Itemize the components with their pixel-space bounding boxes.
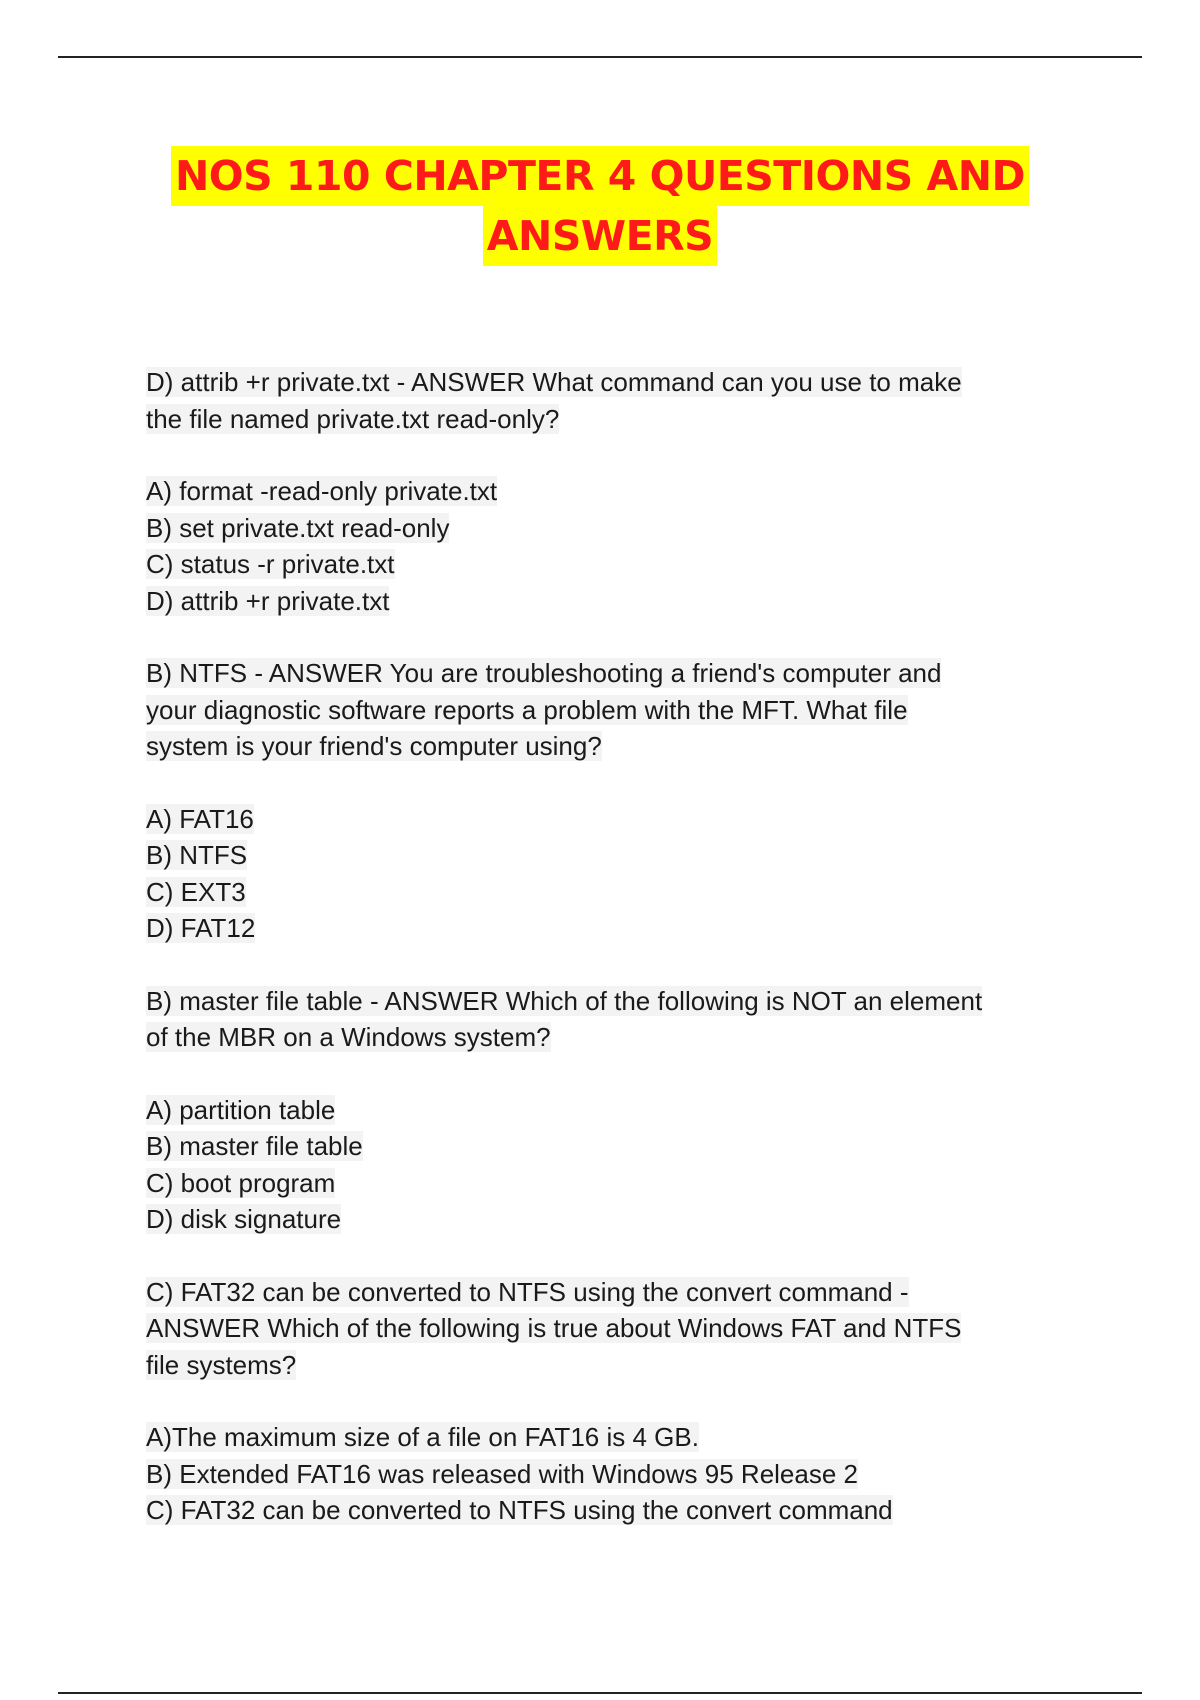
- option-line: B) set private.txt read-only: [146, 512, 450, 543]
- options-question-2: [146, 801, 1066, 947]
- options-question-4: [146, 1419, 1066, 1529]
- option-line: A) format -read-only private.txt: [146, 476, 498, 506]
- option-line: A) FAT16: [146, 803, 254, 834]
- option-line: C) boot program: [146, 1167, 336, 1198]
- document-body: [146, 364, 1066, 1565]
- text-line: B) master file table - ANSWER Which of the following is NOT an element: [146, 985, 983, 1016]
- text-line: B) NTFS - ANSWER You are troubleshooting a friend's computer and: [146, 658, 942, 688]
- options-question-3: [146, 1092, 1066, 1238]
- title-line-1: NOS 110 CHAPTER 4 QUESTIONS AND: [171, 146, 1029, 206]
- text-line: your diagnostic software reports a problem with the MFT. What file: [146, 694, 908, 725]
- text-line: of the MBR on a Windows system?: [146, 1022, 551, 1052]
- title-line-2: ANSWERS: [483, 206, 717, 266]
- text-line: the file named private.txt read-only?: [146, 403, 560, 434]
- option-line: A)The maximum size of a file on FAT16 is 4 GB.: [146, 1422, 699, 1452]
- text-line: C) FAT32 can be converted to NTFS using the convert command -: [146, 1276, 909, 1307]
- answer-question-3: [146, 983, 1066, 1056]
- option-line: D) FAT12: [146, 913, 256, 943]
- option-line: C) status -r private.txt: [146, 549, 395, 579]
- text-line: system is your friend's computer using?: [146, 731, 602, 761]
- text-line: file systems?: [146, 1349, 297, 1380]
- option-line: C) FAT32 can be converted to NTFS using the convert command: [146, 1495, 893, 1525]
- answer-question-2: [146, 655, 1066, 765]
- text-line: D) attrib +r private.txt - ANSWER What command can you use to make: [146, 367, 962, 397]
- page-title: [0, 146, 1200, 266]
- option-line: D) disk signature: [146, 1204, 342, 1234]
- footer-rule: [58, 1692, 1142, 1694]
- answer-question-4: [146, 1274, 1066, 1384]
- answer-question-1: [146, 364, 1066, 437]
- option-line: B) master file table: [146, 1131, 363, 1161]
- text-line: ANSWER Which of the following is true about Windows FAT and NTFS: [146, 1313, 962, 1343]
- option-line: B) NTFS: [146, 840, 248, 870]
- option-line: B) Extended FAT16 was released with Windows 95 Release 2: [146, 1458, 858, 1489]
- option-line: A) partition table: [146, 1094, 336, 1125]
- options-question-1: [146, 473, 1066, 619]
- header-rule: [58, 56, 1142, 58]
- option-line: D) attrib +r private.txt: [146, 585, 390, 616]
- option-line: C) EXT3: [146, 876, 246, 907]
